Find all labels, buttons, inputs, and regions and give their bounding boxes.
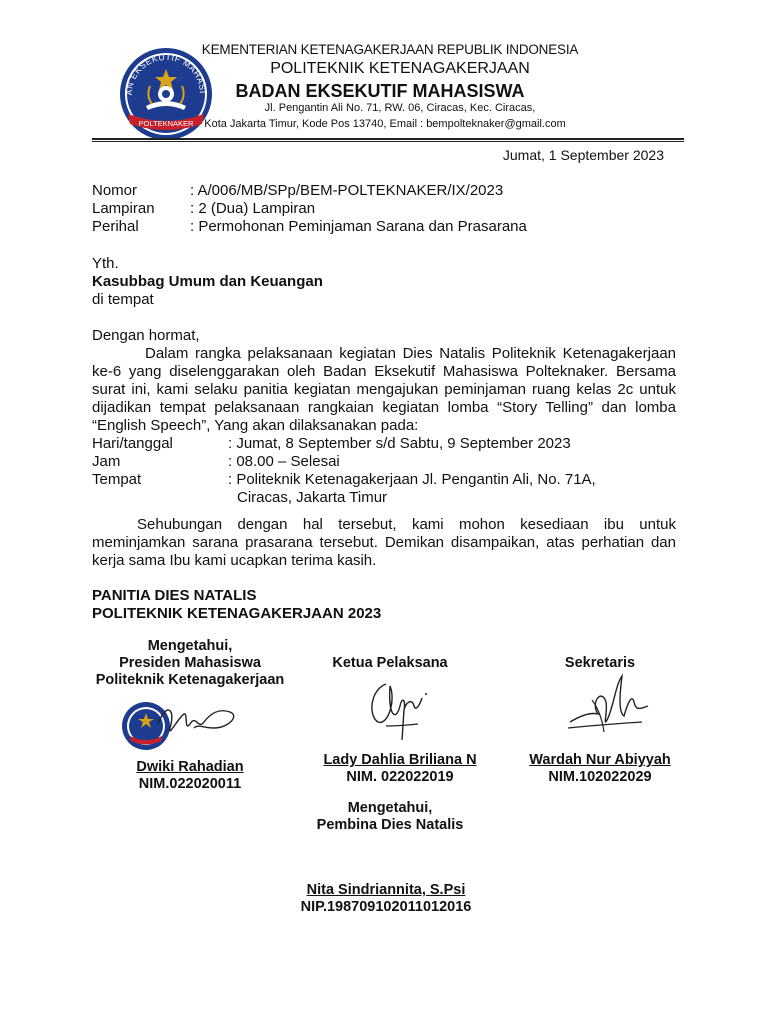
chair-name: Lady Dahlia Briliana N bbox=[323, 752, 477, 768]
secretary-nim: NIM.102022029 bbox=[548, 769, 652, 785]
advisor-acknowledged: Mengetahui, bbox=[347, 800, 433, 816]
paragraph-1-line-5: “English Speech”, Yang akan dilaksanakan pada: bbox=[92, 417, 419, 434]
committee-line-2: POLITEKNIK KETENAGAKERJAAN 2023 bbox=[92, 605, 382, 622]
letterhead-rule-thick bbox=[92, 138, 684, 140]
chair-nim: NIM. 022022019 bbox=[346, 769, 454, 785]
paragraph-1-line-4: dijadikan tempat pelaksanaan rangkaian kegiatan lomba “Story Telling” dan lomba bbox=[92, 399, 676, 416]
paragraph-1-line-3: surat ini, kami selaku panitia kegiatan mengajukan peminjaman ruang kelas 2c untuk bbox=[92, 381, 676, 398]
schedule-value-place-cont: Ciracas, Jakarta Timur bbox=[237, 489, 388, 506]
signature-scribble-icon bbox=[360, 676, 440, 744]
svg-text:BADAN EKSEKUTIF MAHASISWA: BADAN EKSEKUTIF MAHASISWA bbox=[105, 28, 209, 96]
president-name: Dwiki Rahadian bbox=[136, 759, 244, 775]
chair-signature bbox=[360, 676, 440, 744]
schedule-label-date: Hari/tanggal bbox=[92, 435, 173, 452]
secretary-signature bbox=[562, 672, 662, 744]
address-line-2-text: Kota Jakarta Timur, Kode Pos 13740, Email bbox=[204, 118, 418, 130]
schedule-value-date: : Jumat, 8 September s/d Sabtu, 9 September 2023 bbox=[228, 435, 571, 452]
greeting: Dengan hormat, bbox=[92, 327, 200, 344]
president-institution: Politeknik Ketenagakerjaan bbox=[95, 672, 285, 688]
secretary-title: Sekretaris bbox=[564, 655, 636, 671]
chair-title: Ketua Pelaksana bbox=[332, 655, 448, 671]
schedule-label-time: Jam bbox=[92, 453, 121, 470]
bem-stamp-icon bbox=[118, 694, 248, 756]
president-title: Presiden Mahasiswa bbox=[119, 655, 261, 671]
recipient-place: di tempat bbox=[92, 291, 154, 308]
schedule-label-place: Tempat bbox=[92, 471, 142, 488]
meta-value-attachment: : 2 (Dua) Lampiran bbox=[190, 200, 316, 217]
letterhead-rule-thin bbox=[92, 141, 684, 142]
signature-scribble-icon bbox=[562, 672, 662, 744]
meta-value-subject: : Permohonan Peminjaman Sarana dan Prasarana bbox=[190, 218, 527, 235]
advisor-signature-block bbox=[290, 800, 490, 834]
address-line-1: Jl. Pengantin Ali No. 71, RW. 06, Ciracas, Kec. Ciracas, bbox=[264, 102, 536, 114]
paragraph-2-line-1: Sehubungan dengan hal tersebut, kami mohon kesediaan ibu untuk bbox=[137, 516, 676, 533]
organization-heading: BADAN EKSEKUTIF MAHASISWA bbox=[235, 81, 525, 101]
advisor-name: Nita Sindriannita, S.Psi bbox=[306, 882, 466, 898]
recipient-name: Kasubbag Umum dan Keuangan bbox=[92, 273, 323, 290]
paragraph-1-line-1: Dalam rangka pelaksanaan kegiatan Dies Natalis Politeknik Ketenagakerjaan bbox=[145, 345, 676, 362]
committee-line-1: PANITIA DIES NATALIS bbox=[92, 587, 257, 604]
paragraph-1-line-2: ke-6 yang diselenggarakan oleh Badan Eksekutif Mahasiswa Polteknaker. Bersama bbox=[92, 363, 676, 380]
paragraph-2-line-3: kerja sama Ibu kami ucapkan terima kasih. bbox=[92, 552, 377, 569]
schedule-value-place: : Politeknik Ketenagakerjaan Jl. Pengantin Ali, No. 71A, bbox=[228, 471, 596, 488]
meta-label-subject: Perihal bbox=[92, 218, 139, 235]
meta-label-attachment: Lampiran bbox=[92, 200, 155, 217]
recipient-salutation: Yth. bbox=[92, 255, 119, 272]
institution-heading: POLITEKNIK KETENAGAKERJAAN bbox=[270, 60, 530, 77]
president-stamp-and-signature bbox=[118, 694, 248, 756]
advisor-nip: NIP.198709102011012016 bbox=[300, 899, 472, 915]
meta-label-number: Nomor bbox=[92, 182, 138, 199]
advisor-title: Pembina Dies Natalis bbox=[316, 817, 464, 833]
schedule-value-time: : 08.00 – Selesai bbox=[228, 453, 340, 470]
address-separator: : bbox=[417, 118, 427, 130]
svg-text:POLTEKNAKER: POLTEKNAKER bbox=[138, 119, 194, 128]
letter-date: Jumat, 1 September 2023 bbox=[502, 147, 664, 163]
email-address: bempolteknaker@gmail.com bbox=[426, 118, 566, 130]
president-nim: NIM.022020011 bbox=[138, 776, 242, 792]
secretary-name: Wardah Nur Abiyyah bbox=[529, 752, 671, 768]
ministry-heading: KEMENTERIAN KETENAGAKERJAAN REPUBLIK INDONESIA bbox=[201, 42, 579, 57]
president-signature-block bbox=[80, 638, 300, 689]
meta-value-number: : A/006/MB/SPp/BEM-POLTEKNAKER/IX/2023 bbox=[190, 182, 504, 199]
address-line-2 bbox=[195, 118, 575, 130]
paragraph-2-line-2: meminjamkan sarana prasarana tersebut. Demikan disampaikan, atas perhatian dan bbox=[92, 534, 676, 551]
president-acknowledged: Mengetahui, bbox=[147, 638, 233, 654]
